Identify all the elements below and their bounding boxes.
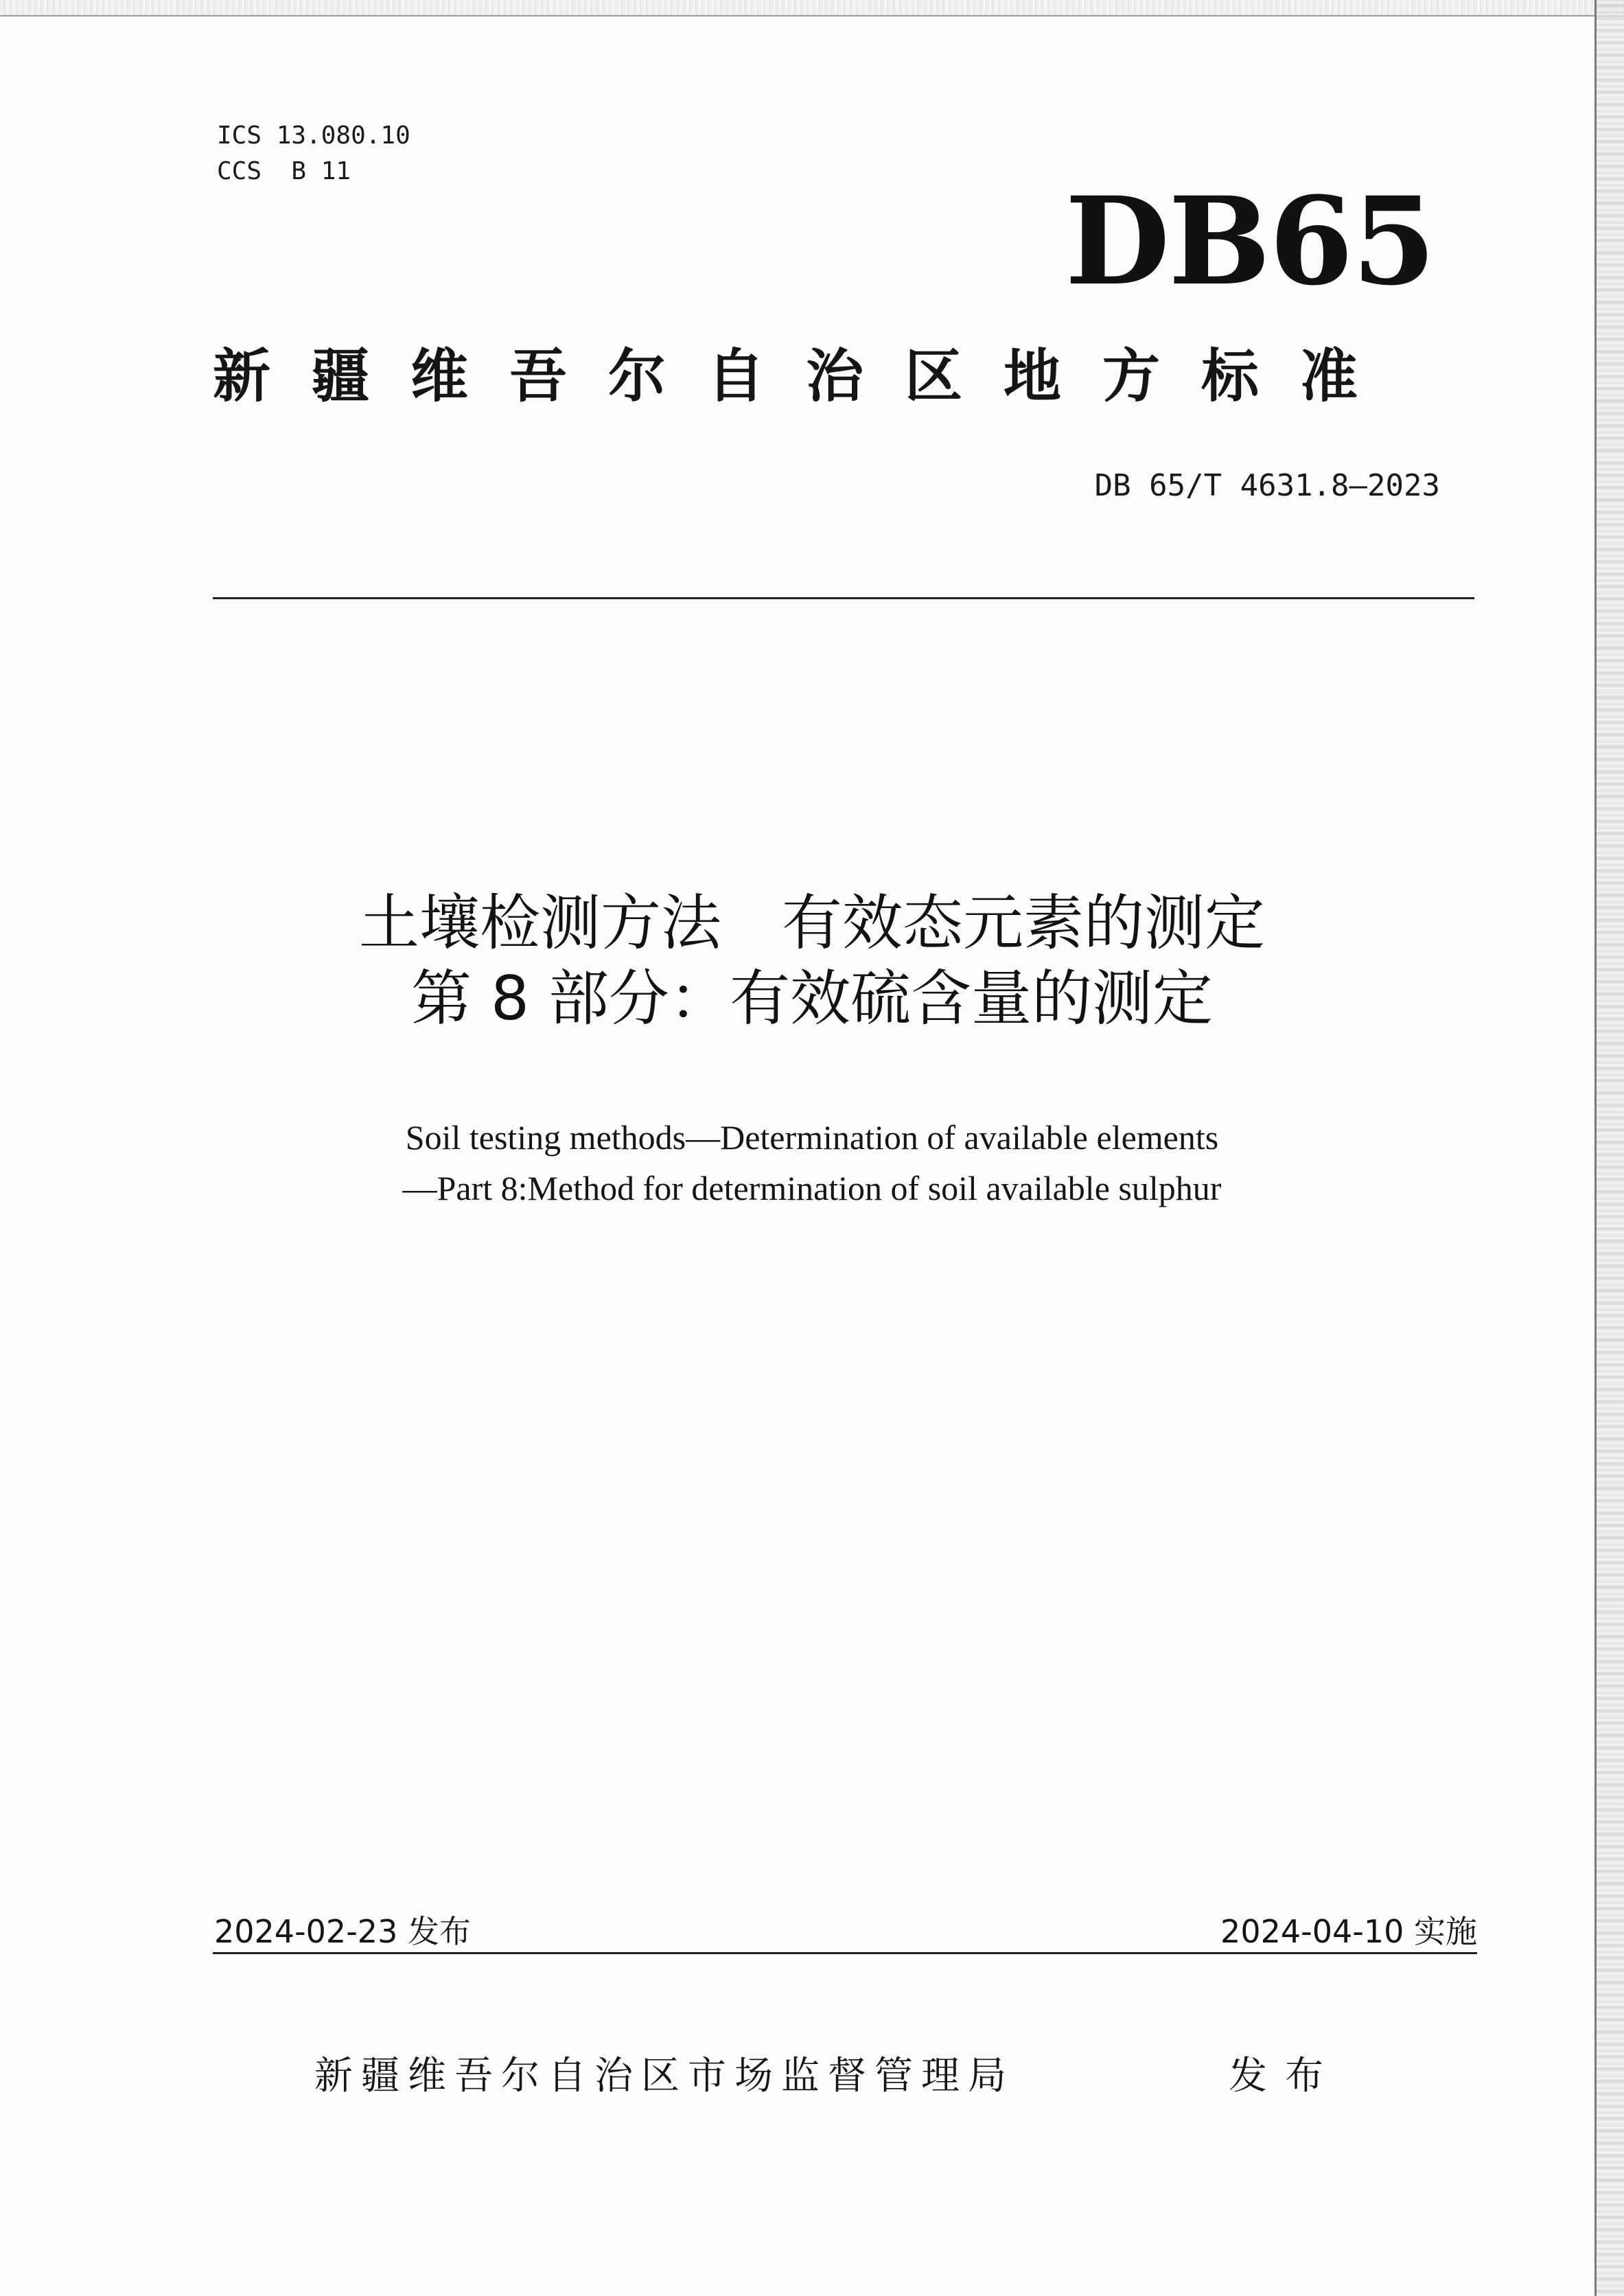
standard-number: DB 65/T 4631.8—2023: [1094, 468, 1440, 503]
issuing-authority: 新疆维吾尔自治区市场监督管理局: [314, 2054, 1014, 2098]
standard-category: 新疆维吾尔自治区地方标准: [213, 343, 1400, 410]
classification-codes: [217, 118, 410, 189]
english-title: [0, 1112, 1624, 1214]
publish-date: 2024-02-23 发布: [214, 1913, 471, 1950]
date-divider: [213, 1952, 1477, 1954]
english-title-line-2: —Part 8:Method for determination of soil available sulphur: [402, 1169, 1222, 1207]
chinese-title-line-2: 第 8 部分：有效硫含量的测定: [411, 963, 1213, 1034]
db65-logo: DB65: [1065, 170, 1435, 312]
chinese-title-line-1: 土壤检测方法 有效态元素的测定: [358, 888, 1265, 958]
chinese-title: [0, 885, 1624, 1036]
english-title-line-1: Soil testing methods—Determination of available elements: [405, 1118, 1219, 1157]
implement-date: 2024-04-10 实施: [1220, 1913, 1477, 1950]
header-divider: [213, 597, 1474, 599]
issue-label: 发布: [1229, 2054, 1341, 2098]
scan-top-border: [0, 15, 1624, 16]
scan-top-edge: [0, 0, 1624, 15]
ccs-code: CCS B 11: [217, 157, 351, 185]
ics-code: ICS 13.080.10: [217, 121, 410, 150]
